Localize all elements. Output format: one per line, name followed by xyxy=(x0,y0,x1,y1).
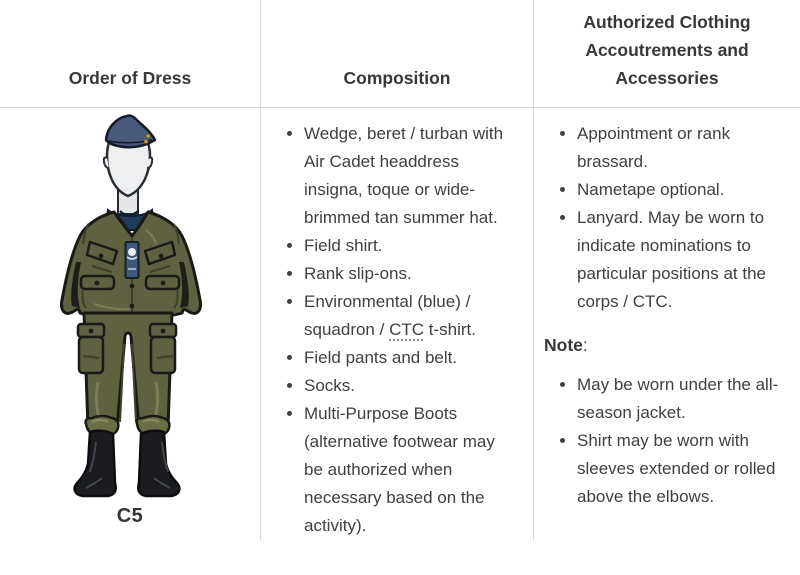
composition-cell xyxy=(260,108,533,540)
list-item: • Appointment or rank brassard. xyxy=(577,120,785,176)
list-item: • Lanyard. May be worn to indicate nominations to particular positions at the corps / CTC. xyxy=(577,204,785,316)
figure-boots xyxy=(75,431,180,496)
list-item: • May be worn under the all-season jacket. xyxy=(577,371,785,427)
figure-rank-slip-on xyxy=(126,242,139,278)
list-item: • Socks. xyxy=(304,372,509,400)
accessories-cell xyxy=(533,108,800,540)
list-item: • Wedge, beret / turban with Air Cadet headdress insigna, toque or wide-brimmed tan summer hat. xyxy=(304,120,509,232)
cadet-uniform-figure-icon xyxy=(50,112,210,512)
dress-code-label: C5 xyxy=(116,505,144,527)
header-composition: Composition xyxy=(260,0,533,108)
accessories-list xyxy=(542,120,792,316)
figure-field-pants xyxy=(78,313,176,428)
list-item: • Environmental (blue) / squadron / CTC t-shirt. xyxy=(304,288,509,344)
order-of-dress-cell xyxy=(0,108,260,540)
note-list xyxy=(542,371,792,511)
list-item: • Rank slip-ons. xyxy=(304,260,509,288)
list-item: • Nametape optional. xyxy=(577,176,785,204)
header-order-of-dress: Order of Dress xyxy=(0,0,260,108)
composition-list xyxy=(269,120,525,540)
list-item: • Shirt may be worn with sleeves extended or rolled above the elbows. xyxy=(577,427,785,511)
note-heading xyxy=(544,331,792,359)
note-label: Note xyxy=(544,335,583,355)
abbreviation-dotted: CTC xyxy=(389,320,425,339)
list-item: • Multi-Purpose Boots (alternative footwear may be authorized when necessary based on the activity). xyxy=(304,400,509,540)
note-colon: : xyxy=(582,335,588,355)
list-item: • Field pants and belt. xyxy=(304,344,509,372)
list-item: • Field shirt. xyxy=(304,232,509,260)
header-authorized-accessories: Authorized Clothing Accoutrements and Accessories xyxy=(533,0,800,108)
figure-wedge-cap xyxy=(106,115,155,147)
